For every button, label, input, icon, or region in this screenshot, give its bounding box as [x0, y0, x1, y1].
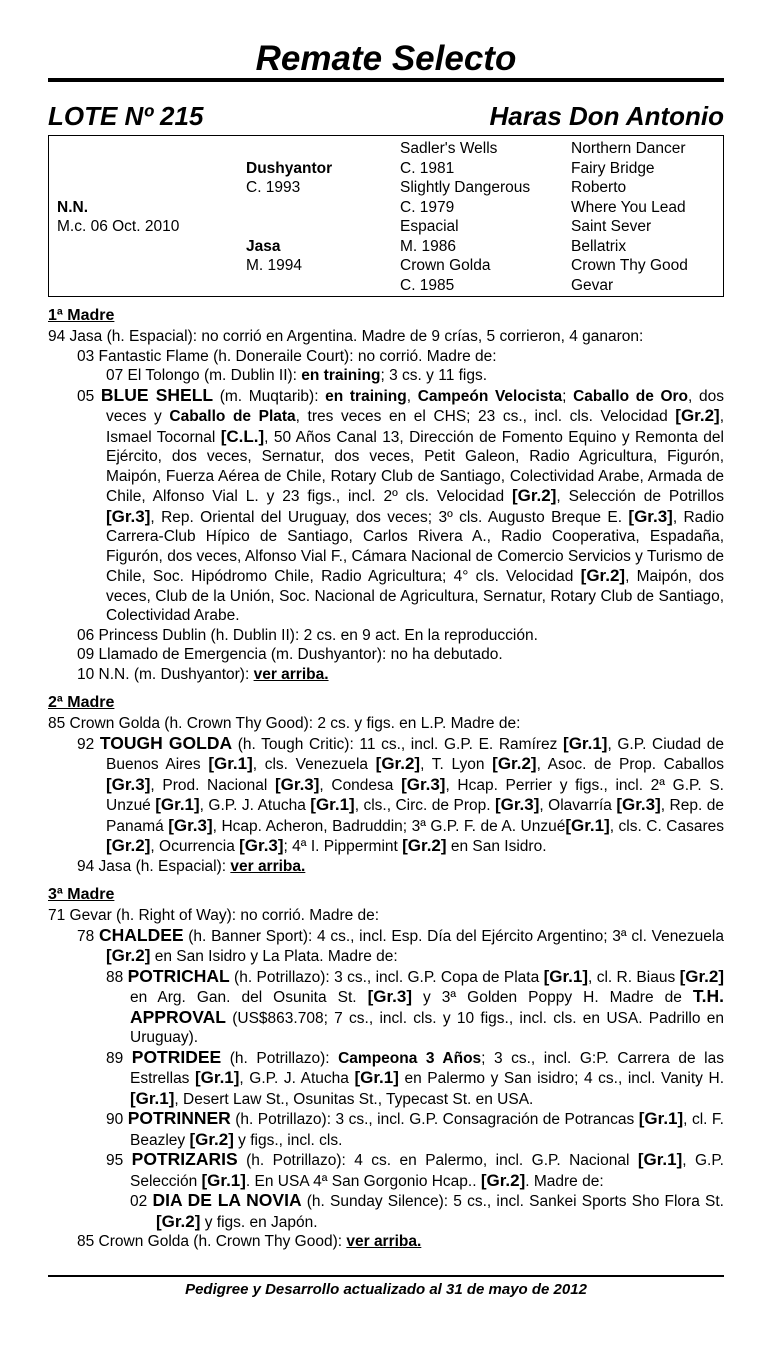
- title-rule: [48, 78, 724, 82]
- pedigree-table: [48, 135, 724, 297]
- ggp-4: Where You Lead: [571, 199, 686, 216]
- ggp-8: Gevar: [571, 277, 614, 294]
- page-title: Remate Selecto: [255, 39, 517, 78]
- sire-info: C. 1993: [246, 179, 301, 196]
- section-heading: 3ª Madre: [48, 886, 115, 903]
- horse-name: POTRICHAL: [127, 965, 230, 986]
- granddam-1-name: Slightly Dangerous: [400, 179, 531, 196]
- grandsire-2-name: Espacial: [400, 218, 459, 235]
- horse-name: POTRIZARIS: [131, 1149, 238, 1169]
- haras-name: Haras Don Antonio: [489, 101, 724, 131]
- horse-name: POTRINNER: [127, 1108, 231, 1128]
- lot-number: LOTE Nº 215: [48, 101, 204, 131]
- horse-name: N.N.: [57, 199, 88, 216]
- granddam-2-info: C. 1985: [400, 277, 455, 294]
- list-item: 07 El Tolongo (m. Dublin II): en training; 3 cs. y 11 figs.: [106, 367, 488, 384]
- grandsire-1-name: Sadler's Wells: [400, 140, 498, 157]
- list-item: 88 POTRICHAL (h. Potrillazo): 3 cs., incl. G.P. Copa de Plata [Gr.1], cl. R. Biaus [Gr.2] en Arg. Gan. del Osunita St. [Gr.3] y 3ª Golden Poppy H. Madre de T.H. APPROVAL (US$863.708; 7 cs., incl. cls. y 10 figs., incl. cls. en USA. Padrillo en Uruguay).: [106, 965, 724, 1046]
- horse-name: TOUGH GOLDA: [99, 732, 233, 753]
- third-dam-section: [48, 884, 724, 1252]
- family-content: [48, 305, 724, 1252]
- ggp-5: Saint Sever: [571, 218, 652, 235]
- list-item: 78 CHALDEE (h. Banner Sport): 4 cs., incl. Esp. Día del Ejército Argentino; 3ª cl. Venezuela [Gr.2] en San Isidro y La Plata. Madre de:: [77, 924, 724, 965]
- list-item: 10 N.N. (m. Dushyantor): ver arriba.: [77, 665, 329, 683]
- list-item: 92 TOUGH GOLDA (h. Tough Critic): 11 cs., incl. G.P. E. Ramírez [Gr.1], G.P. Ciudad de Buenos Aires [Gr.1], cls. Venezuela [Gr.2], T. Lyon [Gr.2], Asoc. de Prop. Caballos [Gr.3], Prod. Nacional [Gr.3], Condesa [Gr.3], Hcap. Perrier y figs., incl. 2ª G.P. S. Unzué [Gr.1], G.P. J. Atucha [Gr.1], cls., Circ. de Prop. [Gr.3], Olavarría [Gr.3], Rep. de Panamá [Gr.3], Hcap. Acheron, Badruddin; 3ª G.P. F. de A. Unzué[Gr.1], cls. C. Casares [Gr.2], Ocurrencia [Gr.3]; 4ª I. Pippermint [Gr.2] en San Isidro.: [77, 732, 724, 855]
- lot-header: [48, 101, 724, 133]
- ver-arriba-link: ver arriba.: [346, 1233, 422, 1250]
- list-item: 85 Crown Golda (h. Crown Thy Good): ver arriba.: [77, 1233, 422, 1250]
- dam-info: M. 1994: [246, 257, 303, 274]
- ggp-7: Crown Thy Good: [571, 257, 688, 274]
- ver-arriba-link: ver arriba.: [230, 857, 306, 875]
- granddam-1-info: C. 1979: [400, 199, 455, 216]
- list-item: 95 POTRIZARIS (h. Potrillazo): 4 cs. en Palermo, incl. G.P. Nacional [Gr.1], G.P. Selección [Gr.1]. En USA 4ª San Gorgonio Hcap.. [Gr.2]. Madre de:: [106, 1149, 724, 1190]
- horse-name: BLUE SHELL: [100, 384, 214, 405]
- ggp-2: Fairy Bridge: [571, 160, 655, 177]
- dam-intro: 85 Crown Golda (h. Crown Thy Good): 2 cs. y figs. en L.P. Madre de:: [48, 715, 521, 732]
- horse-name: POTRIDEE: [131, 1046, 222, 1067]
- ggp-3: Roberto: [571, 179, 627, 196]
- list-item: 89 POTRIDEE (h. Potrillazo): Campeona 3 Años; 3 cs., incl. G:P. Carrera de las Estrellas [Gr.1], G.P. J. Atucha [Gr.1] en Palermo y San isidro; 4 cs., incl. Vanity H. [Gr.1], Desert Law St., Osunitas St., Typecast St. en USA.: [106, 1046, 725, 1108]
- grandsire-1-info: C. 1981: [400, 160, 455, 177]
- list-item: 09 Llamado de Emergencia (m. Dushyantor): no ha debutado.: [77, 646, 503, 663]
- ggp-6: Bellatrix: [571, 238, 627, 255]
- granddam-2-name: Crown Golda: [400, 257, 491, 274]
- horse-name: DIA DE LA NOVIA: [152, 1190, 302, 1210]
- footer-rule: [48, 1275, 724, 1277]
- ggp-1: Northern Dancer: [571, 140, 686, 157]
- list-item: 02 DIA DE LA NOVIA (h. Sunday Silence): 5 cs., incl. Sankei Sports Sho Flora St. [Gr.2] y figs. en Japón.: [130, 1190, 724, 1231]
- first-dam-section: [48, 305, 724, 684]
- list-item: 03 Fantastic Flame (h. Doneraile Court): no corrió. Madre de:: [77, 347, 497, 365]
- sire-name: Dushyantor: [246, 160, 333, 177]
- section-heading: 1ª Madre: [48, 307, 115, 324]
- section-heading: 2ª Madre: [48, 694, 115, 711]
- horse-info: M.c. 06 Oct. 2010: [57, 218, 180, 235]
- dam-name: Jasa: [246, 238, 281, 255]
- grandsire-2-info: M. 1986: [400, 238, 457, 255]
- list-item: 06 Princess Dublin (h. Dublin II): 2 cs. en 9 act. En la reproducción.: [77, 626, 538, 644]
- list-item: 94 Jasa (h. Espacial): ver arriba.: [77, 857, 306, 875]
- footer-note: Pedigree y Desarrollo actualizado al 31 de mayo de 2012: [185, 1281, 587, 1298]
- list-item: 90 POTRINNER (h. Potrillazo): 3 cs., incl. G.P. Consagración de Potrancas [Gr.1], cl. F. Beazley [Gr.2] y figs., incl. cls.: [106, 1108, 724, 1149]
- dam-intro: 71 Gevar (h. Right of Way): no corrió. Madre de:: [48, 907, 380, 924]
- dam-intro: 94 Jasa (h. Espacial): no corrió en Argentina. Madre de 9 crías, 5 corrieron, 4 ganaron:: [48, 328, 644, 345]
- horse-name: CHALDEE: [98, 924, 184, 945]
- list-item: 05 BLUE SHELL (m. Muqtarib): en training, Campeón Velocista; Caballo de Oro, dos veces y Caballo de Plata, tres veces en el CHS; 23 cs., incl. cls. Velocidad [Gr.2], Ismael Tocornal [C.L.], 50 Años Canal 13, Dirección de Fomento Equino y Remonta del Ejército, dos veces, Sernatur, dos veces, Petit Galeon, Radio Agricultura, Figurón, Maipón, Fuerza Aérea de Chile, Rotary Club de Santiago, Colectividad Arabe, Armada de Chile, Alfonso Vial L. y 23 figs., incl. 2º cls. Velocidad [Gr.2], Selección de Potrillos [Gr.3], Rep. Oriental del Uruguay, dos veces; 3º cls. Augusto Breque E. [Gr.3], Radio Carrera-Club Hípico de Santiago, Carlos Rivera A., Radio Cooperativa, Espadaña, Figurón, dos veces, Alfonso Vial F., Cámara Nacional de Comercio Servicios y Turismo de Chile, Soc. Hipódromo Chile, Radio Agricultura; 4° cls. Velocidad [Gr.2], Maipón, dos veces, Club de la Unión, Soc. Nacional de Agricultura, Sernatur, Rotary Club de Santiago, Colectividad Arabe.: [77, 384, 725, 624]
- second-dam-section: [48, 692, 724, 876]
- ver-arriba-link: ver arriba.: [253, 665, 329, 683]
